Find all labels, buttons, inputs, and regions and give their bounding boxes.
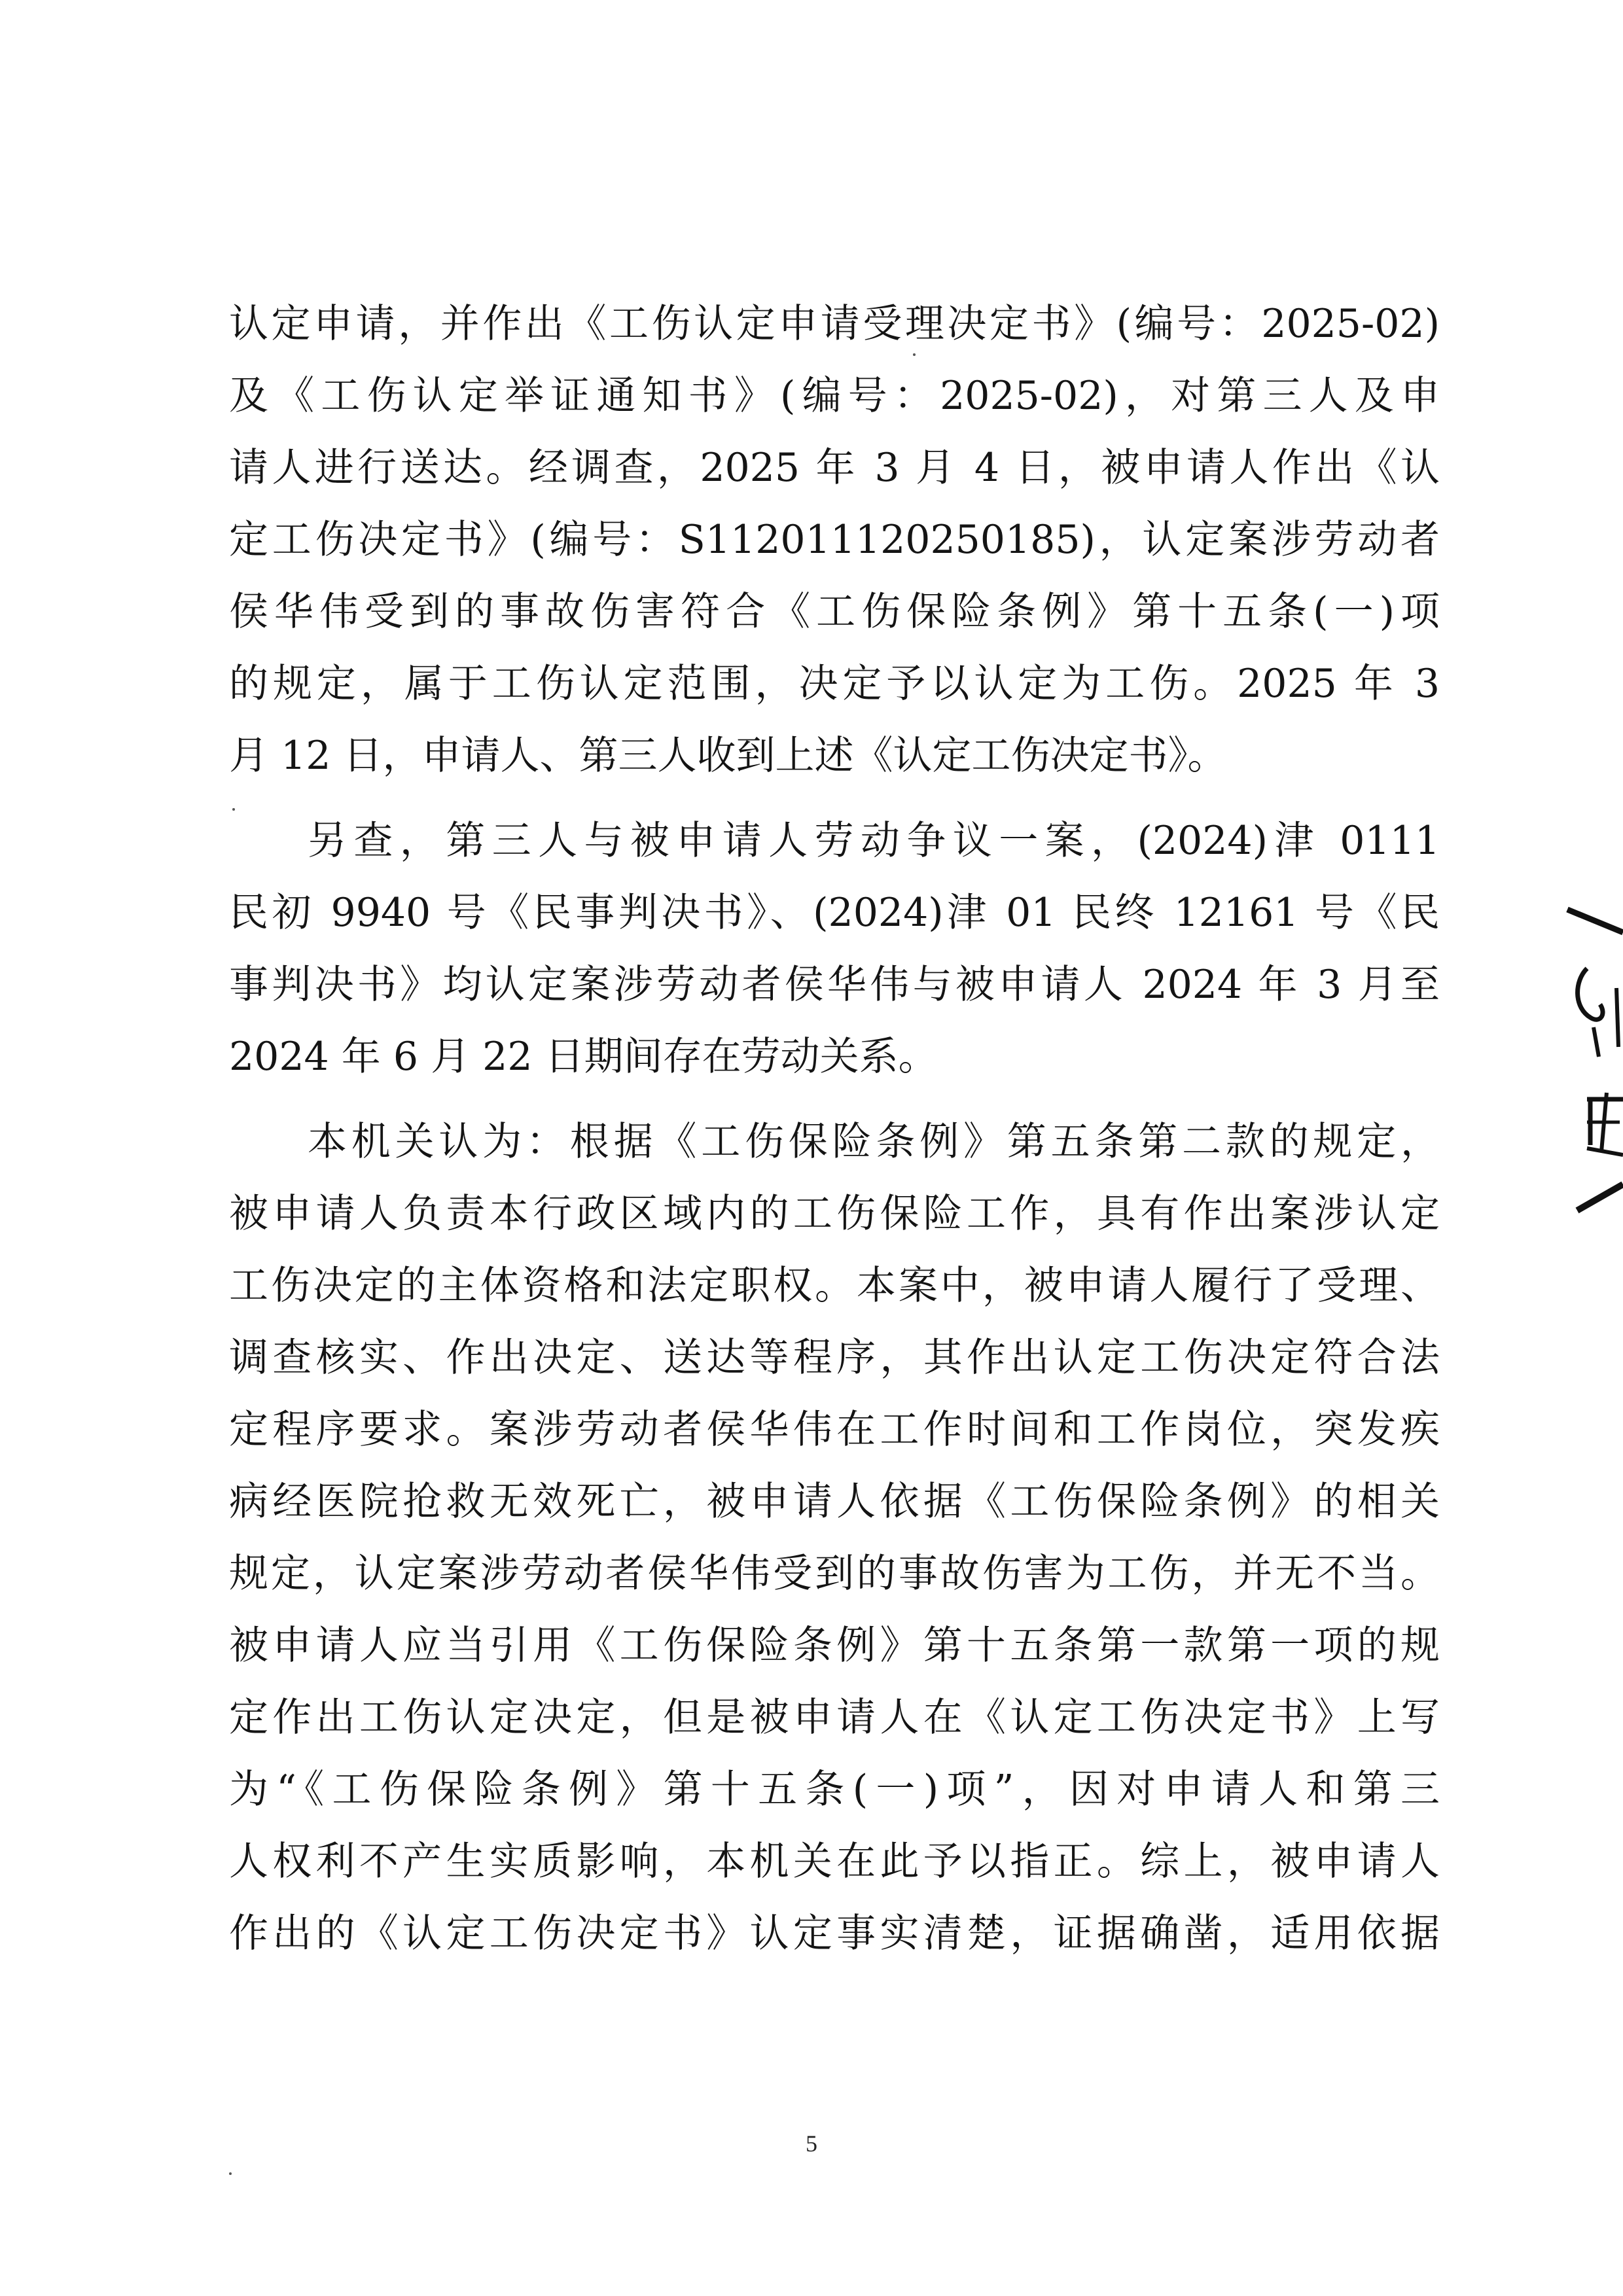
text-line: 2024 年 6 月 22 日期间存在劳动关系。	[229, 1034, 938, 1080]
page-number: 5	[806, 2130, 817, 2157]
text-line: 定工伤决定书》(编号：S112011120250185)，认定案涉劳动者	[229, 517, 1440, 563]
scan-speck	[913, 353, 916, 356]
text-line: 请人进行送达。经调查，2025 年 3 月 4 日，被申请人作出《认	[229, 445, 1440, 491]
text-line: 规定，认定案涉劳动者侯华伟受到的事故伤害为工伤，并无不当。	[229, 1551, 1440, 1597]
text-line: 及《工伤认定举证通知书》(编号：2025-02)，对第三人及申	[229, 373, 1440, 419]
text-line: 为“《工伤保险条例》第十五条(一)项”，因对申请人和第三	[229, 1767, 1440, 1812]
text-line: 侯华伟受到的事故伤害符合《工伤保险条例》第十五条(一)项	[229, 589, 1440, 635]
paragraph-start-line: 本机关认为：根据《工伤保险条例》第五条第二款的规定，	[308, 1119, 1440, 1165]
text-line: 工伤决定的主体资格和法定职权。本案中，被申请人履行了受理、	[229, 1263, 1440, 1309]
scan-speck	[232, 808, 235, 811]
text-line: 认定申请，并作出《工伤认定申请受理决定书》(编号：2025-02)	[229, 301, 1440, 347]
text-line: 被申请人应当引用《工伤保险条例》第十五条第一款第一项的规	[229, 1623, 1440, 1669]
text-line: 定作出工伤认定决定，但是被申请人在《认定工伤决定书》上写	[229, 1695, 1440, 1740]
text-line: 作出的《认定工伤决定书》认定事实清楚，证据确凿，适用依据	[229, 1911, 1440, 1956]
seal-fragment-mark	[1561, 896, 1623, 1250]
text-line: 事判决书》均认定案涉劳动者侯华伟与被申请人 2024 年 3 月至	[229, 962, 1440, 1008]
text-line: 病经医院抢救无效死亡，被申请人依据《工伤保险条例》的相关	[229, 1479, 1440, 1525]
text-line: 调查核实、作出决定、送达等程序，其作出认定工伤决定符合法	[229, 1335, 1440, 1381]
text-line: 的规定，属于工伤认定范围，决定予以认定为工伤。2025 年 3	[229, 661, 1440, 707]
paragraph-start-line: 另查，第三人与被申请人劳动争议一案，(2024)津 0111	[308, 818, 1440, 864]
scan-speck	[229, 2172, 232, 2175]
text-line: 人权利不产生实质影响，本机关在此予以指正。综上，被申请人	[229, 1839, 1440, 1884]
text-line: 民初 9940 号《民事判决书》、(2024)津 01 民终 12161 号《民	[229, 890, 1440, 936]
text-line: 被申请人负责本行政区域内的工伤保险工作，具有作出案涉认定	[229, 1191, 1440, 1237]
text-line: 定程序要求。案涉劳动者侯华伟在工作时间和工作岗位，突发疾	[229, 1407, 1440, 1453]
text-line: 月 12 日，申请人、第三人收到上述《认定工伤决定书》。	[229, 733, 1227, 779]
